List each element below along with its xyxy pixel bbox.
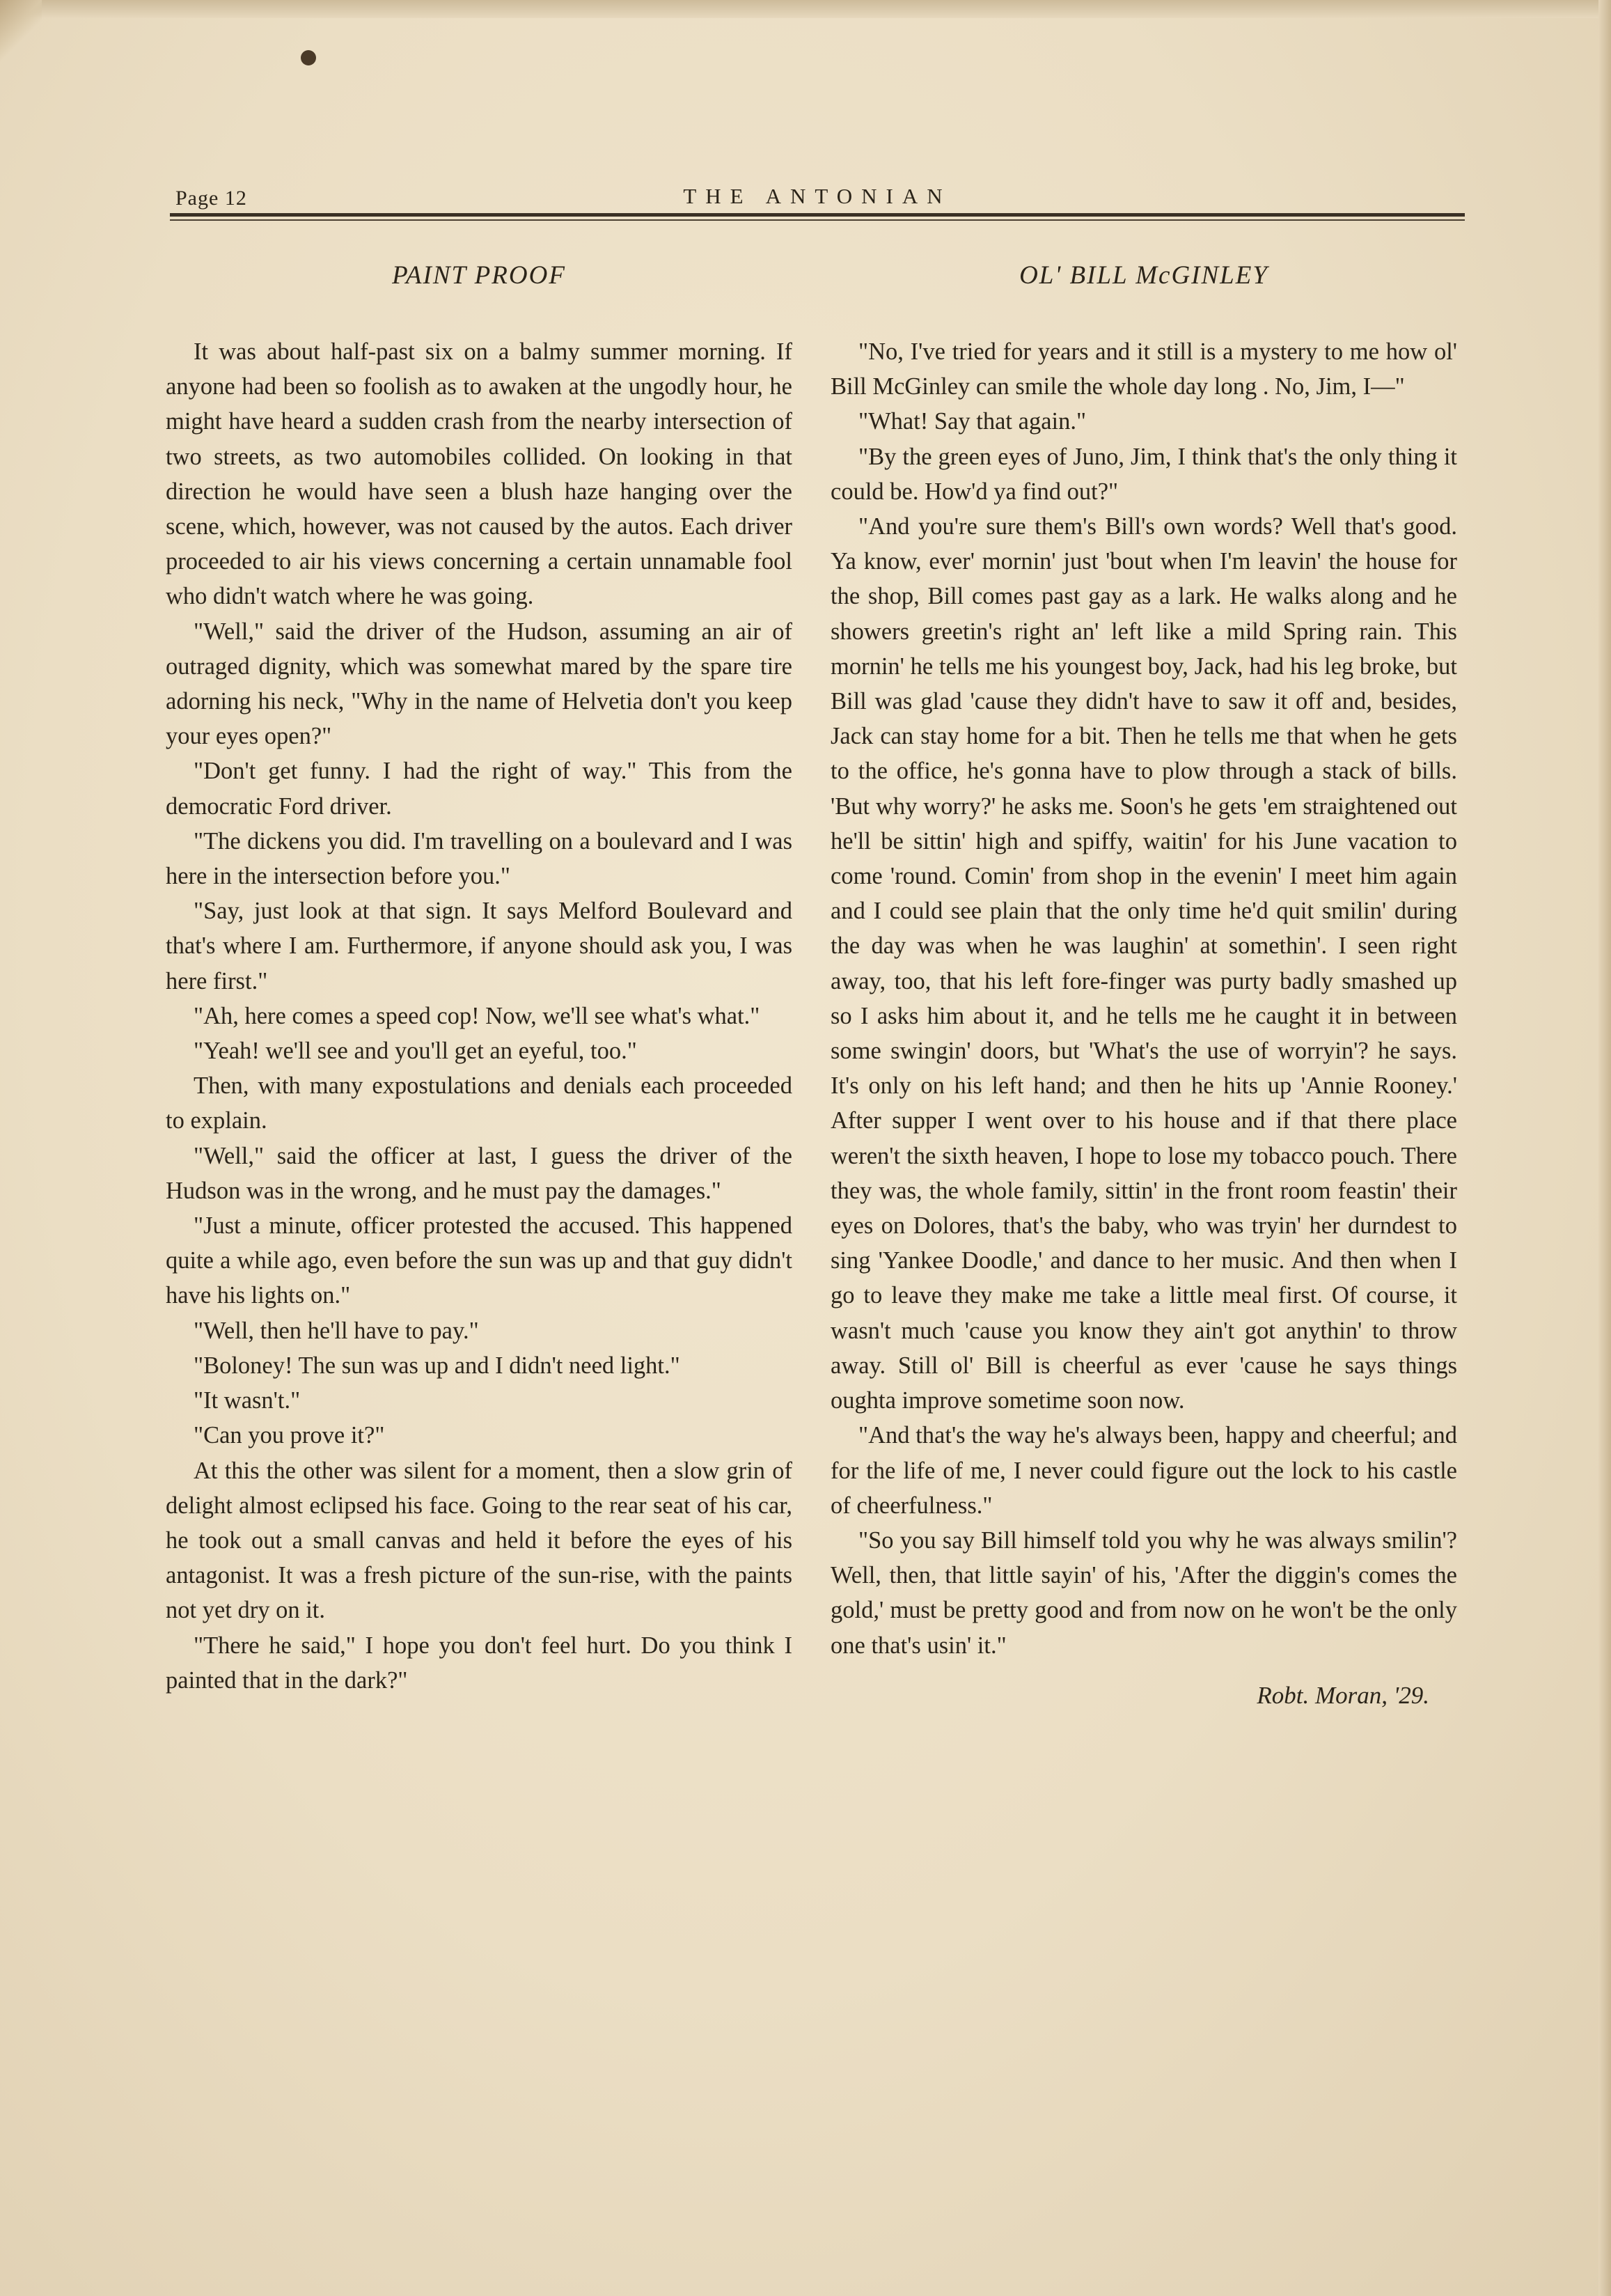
- left-column: [166, 258, 792, 1698]
- paragraph: "Yeah! we'll see and you'll get an eyeful, too.": [194, 1038, 637, 1065]
- paper-right-edge: [1598, 0, 1611, 2296]
- publication-title: THE ANTONIAN: [683, 184, 952, 208]
- author-signature: Robt. Moran, '29.: [1257, 1681, 1429, 1709]
- article-title-paint-proof: PAINT PROOF: [392, 261, 566, 290]
- paragraph: "And that's the way he's always been, happy and cheerful; and for the life of me, I never could figure out the lock to his castle of cheerfulness.": [831, 1422, 1457, 1519]
- page-number: Page 12: [175, 187, 247, 210]
- ink-spot: [301, 50, 316, 65]
- paragraph: "The dickens you did. I'm travelling on a boulevard and I was here in the intersection before you.": [166, 827, 792, 890]
- paragraph: "Boloney! The sun was up and I didn't need light.": [194, 1352, 680, 1379]
- paragraph: "There he said," I hope you don't feel hurt. Do you think I painted that in the dark?": [166, 1632, 792, 1694]
- article-title-ol-bill-mcginley: OL' BILL McGINLEY: [1019, 261, 1268, 290]
- paragraph: "What! Say that again.": [858, 408, 1087, 435]
- paragraph: "Well," said the officer at last, I guess the driver of the Hudson was in the wrong, and he must pay the damages.": [166, 1142, 792, 1204]
- paragraph: "Say, just look at that sign. It says Melford Boulevard and that's where I am. Furthermore, if anyone should ask you, I was here first.": [166, 898, 792, 994]
- paragraph: "By the green eyes of Juno, Jim, I think that's the only thing it could be. How'd ya find out?": [831, 443, 1457, 505]
- paragraph: "Don't get funny. I had the right of way." This from the democratic Ford driver.: [166, 758, 792, 820]
- paragraph: "Can you prove it?": [194, 1422, 385, 1449]
- paragraph: At this the other was silent for a moment, then a slow grin of delight almost eclipsed his face. Going to the rear seat of his car, he took out a small canvas and held it before the eyes of his antagonist. It was a fresh picture of the sun-rise, with the paints not yet dry on it.: [166, 1457, 792, 1624]
- right-column: [831, 258, 1457, 1713]
- paragraph: "Well," said the driver of the Hudson, assuming an air of outraged dignity, which was somewhat mared by the spare tire adorning his neck, "Why in the name of Helvetia don't you keep your eyes open?": [166, 618, 792, 750]
- paragraph: Then, with many expostulations and denials each proceeded to explain.: [166, 1072, 792, 1134]
- article-body-paint-proof: [166, 334, 792, 1698]
- paragraph: "Just a minute, officer protested the accused. This happened quite a while ago, even before the sun was up and that guy didn't have his lights on.": [166, 1212, 792, 1309]
- paragraph: "So you say Bill himself told you why he was always smilin'? Well, then, that little sayin' of his, 'After the diggin's comes the gold,' must be pretty good and from now on he won't be the only one that's usin' it.": [831, 1526, 1457, 1659]
- paragraph: "Well, then he'll have to pay.": [194, 1317, 479, 1344]
- paragraph: It was about half-past six on a balmy summer morning. If anyone had been so foolish as to awaken at the ungodly hour, he might have heard a sudden crash from the nearby intersection of two streets, as two automobiles collided. On looking in that direction he would have seen a blush haze hanging over the scene, which, however, was not caused by the autos. Each driver proceeded to air his views concerning a certain unnamable fool who didn't watch where he was going.: [166, 338, 792, 610]
- article-body-ol-bill-mcginley: [831, 334, 1457, 1663]
- paragraph: "And you're sure them's Bill's own words? Well that's good. Ya know, ever' mornin' just 'bout when I'm leavin' the house for the shop, Bill comes past gay as a lark. He walks along and he showers greetin's right an' left like a mild Spring rain. This mornin' he tells me his youngest boy, Jack, had his leg broke, but Bill was glad 'cause they didn't have to saw it off and, besides, Jack can stay home for a bit. Then he tells me that when he gets to the office, he's gonna have to plow through a stack of bills. 'But why worry?' he asks me. Soon's he gets 'em straightened out he'll be sittin' high and spiffy, waitin' for his June vacation to come 'round. Comin' from shop in the evenin' I meet him again and I could see plain that the only time he'd quit smilin' during the day was when he was laughin' at somethin'. I seen right away, too, that his left fore-finger was purty badly smashed up so I asks him about it, and he tells me he caught it in between some swingin' doors, but 'What's the use of worryin'? he says. It's only on his left hand; and then he hits up 'Annie Rooney.' After supper I went over to his house and if that there place weren't the sixth heaven, I hope to lose my tobacco pouch. There they was, the whole family, sittin' in the front room feastin' their eyes on Dolores, that's the baby, who was tryin' her durndest to sing 'Yankee Doodle,' and dance to her music. And then when I go to leave they make me take a little meal first. Of course, it wasn't much 'cause you know they ain't got anythin' to throw away. Still ol' Bill is cheerful as ever 'cause he says things oughta improve sometime soon now.: [831, 513, 1457, 1414]
- paragraph: "It wasn't.": [194, 1387, 301, 1414]
- header-rule-thin: [170, 219, 1465, 221]
- header-rule: [170, 213, 1465, 217]
- paper-top-edge: [0, 0, 1611, 18]
- paragraph: "No, I've tried for years and it still is a mystery to me how ol' Bill McGinley can smile the whole day long . No, Jim, I—": [831, 338, 1457, 400]
- paragraph: "Ah, here comes a speed cop! Now, we'll see what's what.": [194, 1002, 760, 1029]
- paper-corner-fold: [0, 0, 42, 63]
